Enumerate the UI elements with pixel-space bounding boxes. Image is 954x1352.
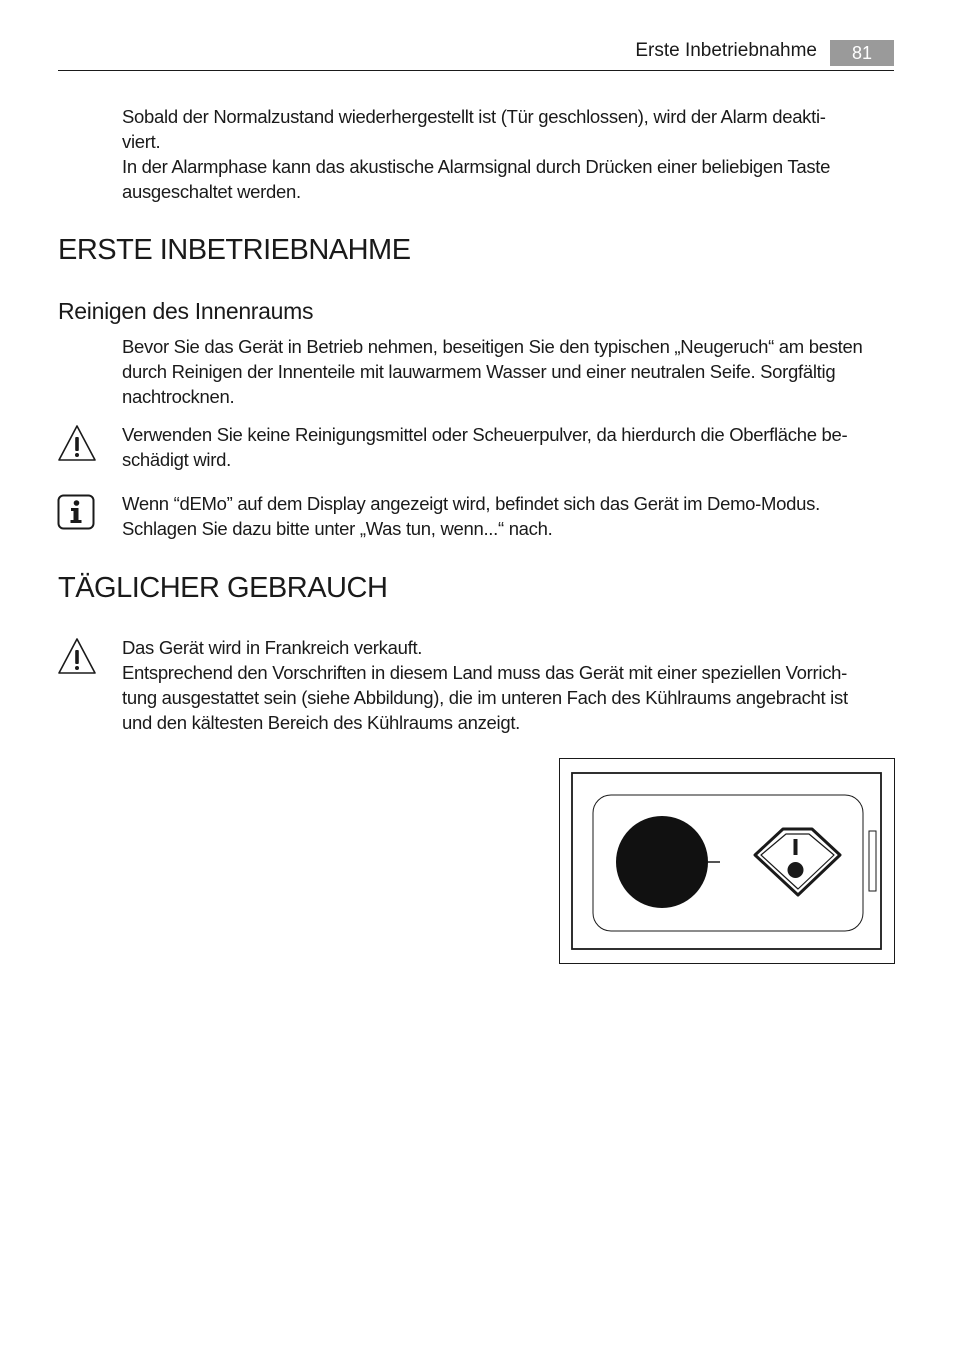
page-number: 81 [830,40,894,66]
text-line: Bevor Sie das Gerät in Betrieb nehmen, beseitigen Sie den typischen „Neugeruch“ am besten [122,336,863,357]
header-divider [58,70,894,71]
text-line: Entsprechend den Vorschriften in diesem Land muss das Gerät mit einer speziellen Vorrich- [122,662,847,683]
text-line: Das Gerät wird in Frankreich verkauft. [122,637,423,658]
section-heading-erste-inbetriebnahme: ERSTE INBETRIEBNAHME [58,234,411,266]
cleaning-warning-text [122,422,894,472]
warning-triangle-icon [57,424,97,462]
coldest-zone-indicator-figure [559,758,895,964]
text-line: Schlagen Sie dazu bitte unter „Was tun, wenn...“ nach. [122,518,553,539]
text-line: Sobald der Normalzustand wiederhergestellt ist (Tür geschlossen), wird der Alarm deakti- [122,106,826,127]
coldest-zone-indicator-icon [560,759,894,963]
text-line: ausgeschaltet werden. [122,181,301,202]
section-heading-taeglicher-gebrauch: TÄGLICHER GEBRAUCH [58,572,388,604]
text-line: tung ausgestattet sein (siehe Abbildung), die im unteren Fach des Kühlraums angebracht ist [122,687,848,708]
text-line: durch Reinigen der Innenteile mit lauwarmem Wasser und einer neutralen Seife. Sorgfältig [122,361,836,382]
text-line: Wenn “dEMo” auf dem Display angezeigt wird, befindet sich das Gerät im Demo-Modus. [122,493,820,514]
demo-mode-info-text [122,491,894,541]
cleaning-paragraph [122,334,894,409]
info-icon [57,494,95,530]
text-line: nachtrocknen. [122,386,235,407]
france-warning-text [122,635,894,735]
text-line: Verwenden Sie keine Reinigungsmittel oder Scheuerpulver, da hierdurch die Oberfläche be- [122,424,848,445]
text-line: In der Alarmphase kann das akustische Alarmsignal durch Drücken einer beliebigen Taste [122,156,831,177]
header-section-title: Erste Inbetriebnahme [635,40,817,61]
subheading-reinigen: Reinigen des Innenraums [58,298,314,324]
alarm-note-paragraph [122,104,894,204]
text-line: viert. [122,131,161,152]
text-line: schädigt wird. [122,449,231,470]
text-line: und den kältesten Bereich des Kühlraums anzeigt. [122,712,520,733]
warning-triangle-icon [57,637,97,675]
